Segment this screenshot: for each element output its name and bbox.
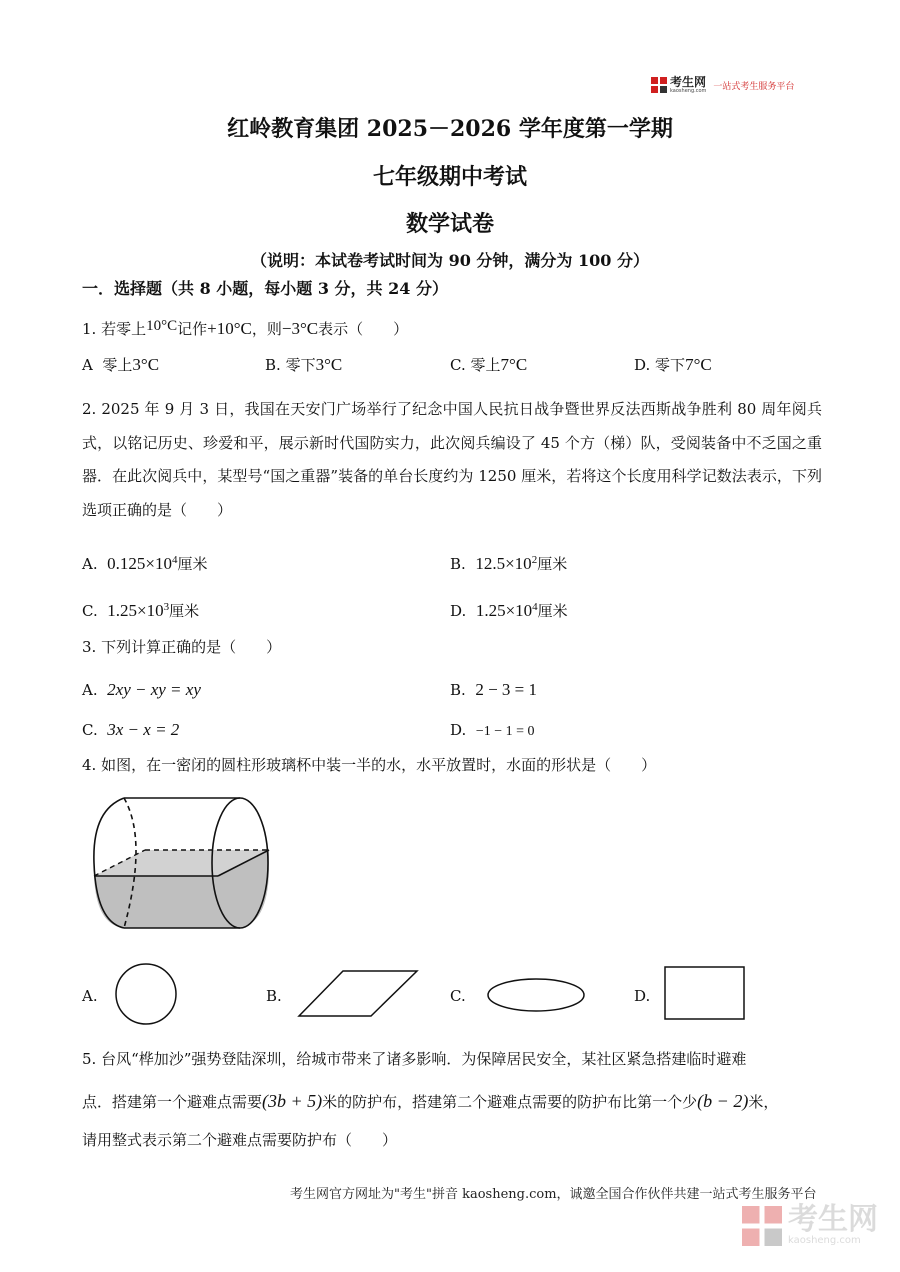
option-key: D. — [634, 356, 651, 374]
title-line-1: 红岭教育集团 2025－2026 学年度第一学期 — [227, 116, 673, 142]
q1-value-2: +10°C — [207, 319, 252, 338]
section-heading: 一．选择题（共 8 小题，每小题 3 分，共 24 分） — [82, 279, 448, 298]
option-base: 0.125×10 — [107, 554, 172, 573]
logo-text: 考生网 — [670, 75, 707, 89]
option-text: 零下 — [655, 356, 686, 374]
watermark-logo-icon — [742, 1206, 782, 1246]
exam-note: （说明：本试卷考试时间为 90 分钟，满分为 100 分） — [251, 251, 649, 270]
option-base: 1.25×10 — [107, 601, 164, 620]
question-4-stem: 4. 如图，在一密闭的圆柱形玻璃杯中装一半的水，水平放置时，水面的形状是（ ） — [82, 756, 657, 774]
option-text: 零上 — [102, 356, 133, 374]
q3-option-b[interactable] — [450, 680, 537, 700]
q1-option-a[interactable] — [82, 355, 159, 375]
watermark-text: 考生网 — [788, 1202, 878, 1237]
watermark — [742, 1202, 878, 1246]
option-expression: 2 − 3 = 1 — [475, 680, 538, 699]
q3-option-a[interactable] — [82, 680, 201, 700]
option-unit: 厘米 — [177, 555, 208, 573]
q1-value-1: 10°C — [146, 318, 178, 334]
q3-option-d[interactable] — [450, 720, 535, 742]
question-3-stem: 3. 下列计算正确的是（ ） — [82, 638, 282, 656]
circle-shape-icon — [113, 962, 179, 1026]
question-2-stem: 2. 2025 年 9 月 3 日，我国在天安门广场举行了纪念中国人民抗日战争暨世界反法西斯战争胜利 80 周年阅兵式，以铭记历史、珍爱和平，展示新时代国防实力，此次阅兵编设了 45 个方（梯）队，受阅装备中不乏国之重器．在此次阅兵中，某型号“国之重器”装备的单台长度约为 1250 厘米，若将这个长度用科学记数法表示，下列选项正确的是（ ） — [82, 400, 822, 519]
option-key: D. — [450, 602, 467, 620]
option-unit: 厘米 — [537, 602, 568, 620]
footer-text: 考生网官方网址为"考生"拼音 kaosheng.com，诚邀全国合作伙伴共建一站式考生服务平台 — [290, 1187, 817, 1202]
option-key: C. — [82, 602, 98, 620]
option-key: A — [82, 356, 93, 374]
q5-text: 米， — [748, 1093, 779, 1111]
option-base: 1.25×10 — [475, 601, 533, 620]
q5-expression-1: (3b + 5) — [262, 1091, 323, 1111]
option-value: 7°C — [685, 355, 712, 374]
option-key: B. — [450, 681, 466, 699]
question-5-line-2 — [82, 1091, 822, 1112]
option-value: 7°C — [500, 355, 528, 374]
option-expression: 2xy − xy = xy — [107, 680, 201, 699]
watermark-sub: kaosheng.com — [788, 1235, 861, 1246]
q5-text: 米的防护布，搭建第二个避难点需要的防护布比第一个少 — [322, 1093, 698, 1111]
title-line-2: 七年级期中考试 — [372, 164, 527, 190]
question-5-line-3: 请用整式表示第二个避难点需要防护布（ ） — [82, 1131, 398, 1149]
option-key: D. — [450, 721, 467, 739]
header-logo — [651, 74, 794, 96]
option-key: C. — [82, 721, 98, 739]
q1-text: 表示（ ） — [318, 320, 409, 338]
q2-option-b[interactable] — [450, 550, 567, 574]
option-value: 3°C — [315, 355, 343, 374]
q1-option-d[interactable] — [634, 355, 712, 375]
q1-text: 记作 — [177, 320, 208, 338]
option-text: 零上 — [470, 356, 501, 374]
option-exponent: 2 — [531, 554, 538, 566]
option-exponent: 4 — [172, 554, 178, 566]
option-expression: 3x − x = 2 — [107, 720, 180, 739]
logo-sub: kaosheng.com — [670, 88, 707, 94]
watermark-text-block — [788, 1202, 878, 1246]
option-key: B. — [265, 356, 281, 374]
option-unit: 厘米 — [537, 555, 568, 573]
q4-option-c-label[interactable]: C. — [450, 987, 466, 1005]
cylinder-figure — [88, 790, 278, 935]
rectangle-shape-icon — [664, 965, 746, 1021]
ellipse-shape-icon — [486, 977, 586, 1013]
q1-option-b[interactable] — [265, 355, 342, 375]
option-exponent: 3 — [163, 601, 170, 613]
q4-option-d-label[interactable]: D. — [634, 987, 651, 1005]
title-line-3: 数学试卷 — [405, 211, 494, 237]
q4-option-b-label[interactable]: B. — [266, 987, 282, 1005]
option-base: 12.5×10 — [475, 554, 532, 573]
q2-option-a[interactable] — [82, 550, 208, 574]
q1-text: 1. 若零上 — [82, 320, 147, 338]
logo-slogan: 一站式考生服务平台 — [713, 81, 795, 92]
question-1-stem — [82, 316, 408, 339]
option-value: 3°C — [132, 355, 160, 374]
q1-value-3: −3°C — [281, 319, 319, 338]
q2-option-d[interactable] — [450, 597, 568, 621]
q4-option-a-label[interactable]: A. — [82, 987, 98, 1005]
option-key: C. — [450, 356, 466, 374]
option-key: B. — [450, 555, 466, 573]
question-5-line-1: 5. 台风“桦加沙”强势登陆深圳，给城市带来了诸多影响．为保障居民安全，某社区紧急搭建临时避难 — [82, 1050, 747, 1068]
option-unit: 厘米 — [169, 602, 200, 620]
option-key: A. — [82, 555, 98, 573]
q1-option-c[interactable] — [450, 355, 527, 375]
option-text: 零下 — [285, 356, 316, 374]
parallelogram-shape-icon — [297, 969, 419, 1019]
q3-option-c[interactable] — [82, 720, 179, 740]
kaosheng-logo-icon — [651, 77, 667, 93]
option-exponent: 4 — [532, 601, 538, 613]
option-key: A. — [82, 681, 98, 699]
q5-text: 点．搭建第一个避难点需要 — [82, 1093, 263, 1111]
logo-text-block — [670, 76, 706, 94]
option-expression: −1 − 1 = 0 — [475, 724, 535, 739]
q5-expression-2: (b − 2) — [697, 1091, 749, 1111]
q2-option-c[interactable] — [82, 597, 199, 621]
q1-text: ，则 — [251, 320, 282, 338]
